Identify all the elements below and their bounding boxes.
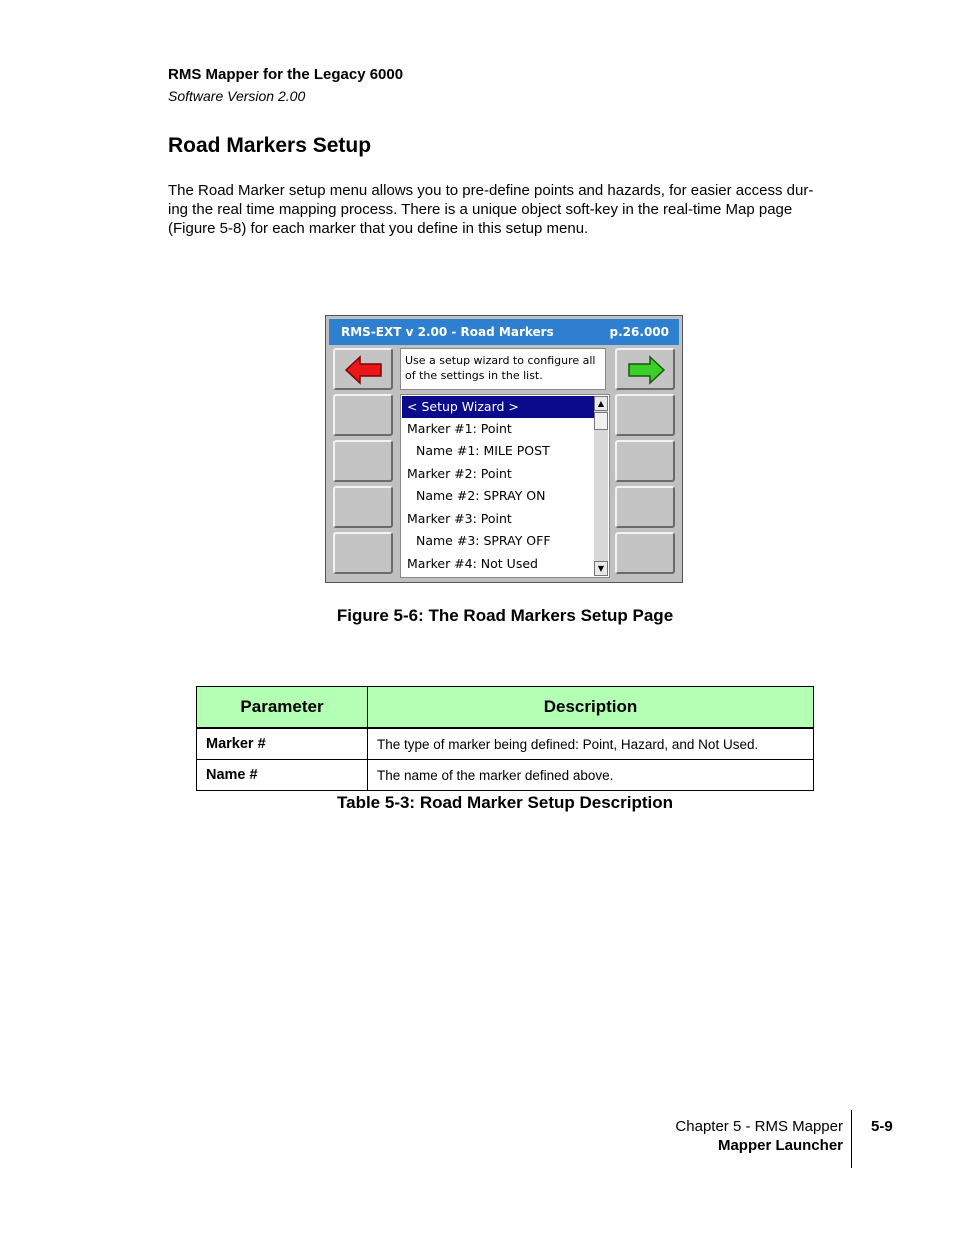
- intro-line: (Figure 5-8) for each marker that you define in this setup menu.: [168, 220, 589, 237]
- softkey-left-3[interactable]: [333, 486, 393, 528]
- table-row: [197, 728, 814, 760]
- list-scrollbar[interactable]: [594, 396, 608, 576]
- list-item-name-3[interactable]: Name #3: SPRAY OFF: [416, 533, 551, 548]
- softkey-right-3[interactable]: [615, 486, 675, 528]
- intro-paragraph: [168, 181, 848, 238]
- road-markers-screen: [325, 315, 683, 583]
- param-name: Marker #: [197, 728, 368, 760]
- param-name: Name #: [197, 760, 368, 791]
- softkey-left-1[interactable]: [333, 394, 393, 436]
- list-item-marker-3[interactable]: Marker #3: Point: [407, 511, 512, 526]
- instruction-line: of the settings in the list.: [405, 369, 543, 382]
- instruction-line: Use a setup wizard to configure all: [405, 354, 596, 367]
- parameter-table: [196, 686, 814, 791]
- footer-section: Mapper Launcher: [717, 1137, 843, 1154]
- param-description: The name of the marker defined above.: [368, 760, 814, 791]
- list-item-name-1[interactable]: Name #1: MILE POST: [416, 443, 550, 458]
- list-item-name-2[interactable]: Name #2: SPRAY ON: [416, 488, 546, 503]
- device-title: RMS-EXT v 2.00 - Road Markers: [341, 325, 554, 339]
- settings-list[interactable]: [400, 394, 610, 578]
- intro-line: ing the real time mapping process. There is a unique object soft-key in the real-time Map page: [168, 201, 793, 218]
- list-item-marker-4[interactable]: Marker #4: Not Used: [407, 556, 538, 571]
- page-number: 5-9: [871, 1118, 893, 1135]
- table-row: [197, 760, 814, 791]
- running-header-version: Software Version 2.00: [168, 88, 306, 104]
- footer-chapter: Chapter 5 - RMS Mapper: [675, 1118, 843, 1135]
- softkey-left-4[interactable]: [333, 532, 393, 574]
- figure-caption: Figure 5-6: The Road Markers Setup Page: [336, 606, 674, 625]
- next-softkey[interactable]: [615, 348, 675, 390]
- red-left-arrow-icon: [344, 354, 384, 386]
- table-caption: Table 5-3: Road Marker Setup Description: [337, 793, 673, 812]
- running-header-title: RMS Mapper for the Legacy 6000: [168, 66, 404, 83]
- instruction-box: [400, 348, 606, 390]
- list-item-setup-wizard[interactable]: < Setup Wizard >: [402, 396, 595, 418]
- list-item-marker-2[interactable]: Marker #2: Point: [407, 466, 512, 481]
- softkey-right-4[interactable]: [615, 532, 675, 574]
- softkey-left-2[interactable]: [333, 440, 393, 482]
- back-softkey[interactable]: [333, 348, 393, 390]
- scroll-up-icon[interactable]: ▲: [594, 396, 608, 411]
- device-page-number: p.26.000: [609, 325, 669, 339]
- list-item-marker-1[interactable]: Marker #1: Point: [407, 421, 512, 436]
- param-description: The type of marker being defined: Point, Hazard, and Not Used.: [368, 728, 814, 760]
- green-right-arrow-icon: [626, 354, 666, 386]
- footer-divider: [851, 1110, 852, 1168]
- softkey-right-1[interactable]: [615, 394, 675, 436]
- softkey-right-2[interactable]: [615, 440, 675, 482]
- device-title-bar: [329, 319, 679, 345]
- section-title: Road Markers Setup: [168, 134, 372, 157]
- column-header-parameter: Parameter: [197, 687, 368, 729]
- column-header-description: Description: [368, 687, 814, 729]
- intro-line: The Road Marker setup menu allows you to pre-define points and hazards, for easier access dur-: [168, 182, 814, 199]
- scroll-down-icon[interactable]: ▼: [594, 561, 608, 576]
- scroll-thumb[interactable]: [594, 412, 608, 430]
